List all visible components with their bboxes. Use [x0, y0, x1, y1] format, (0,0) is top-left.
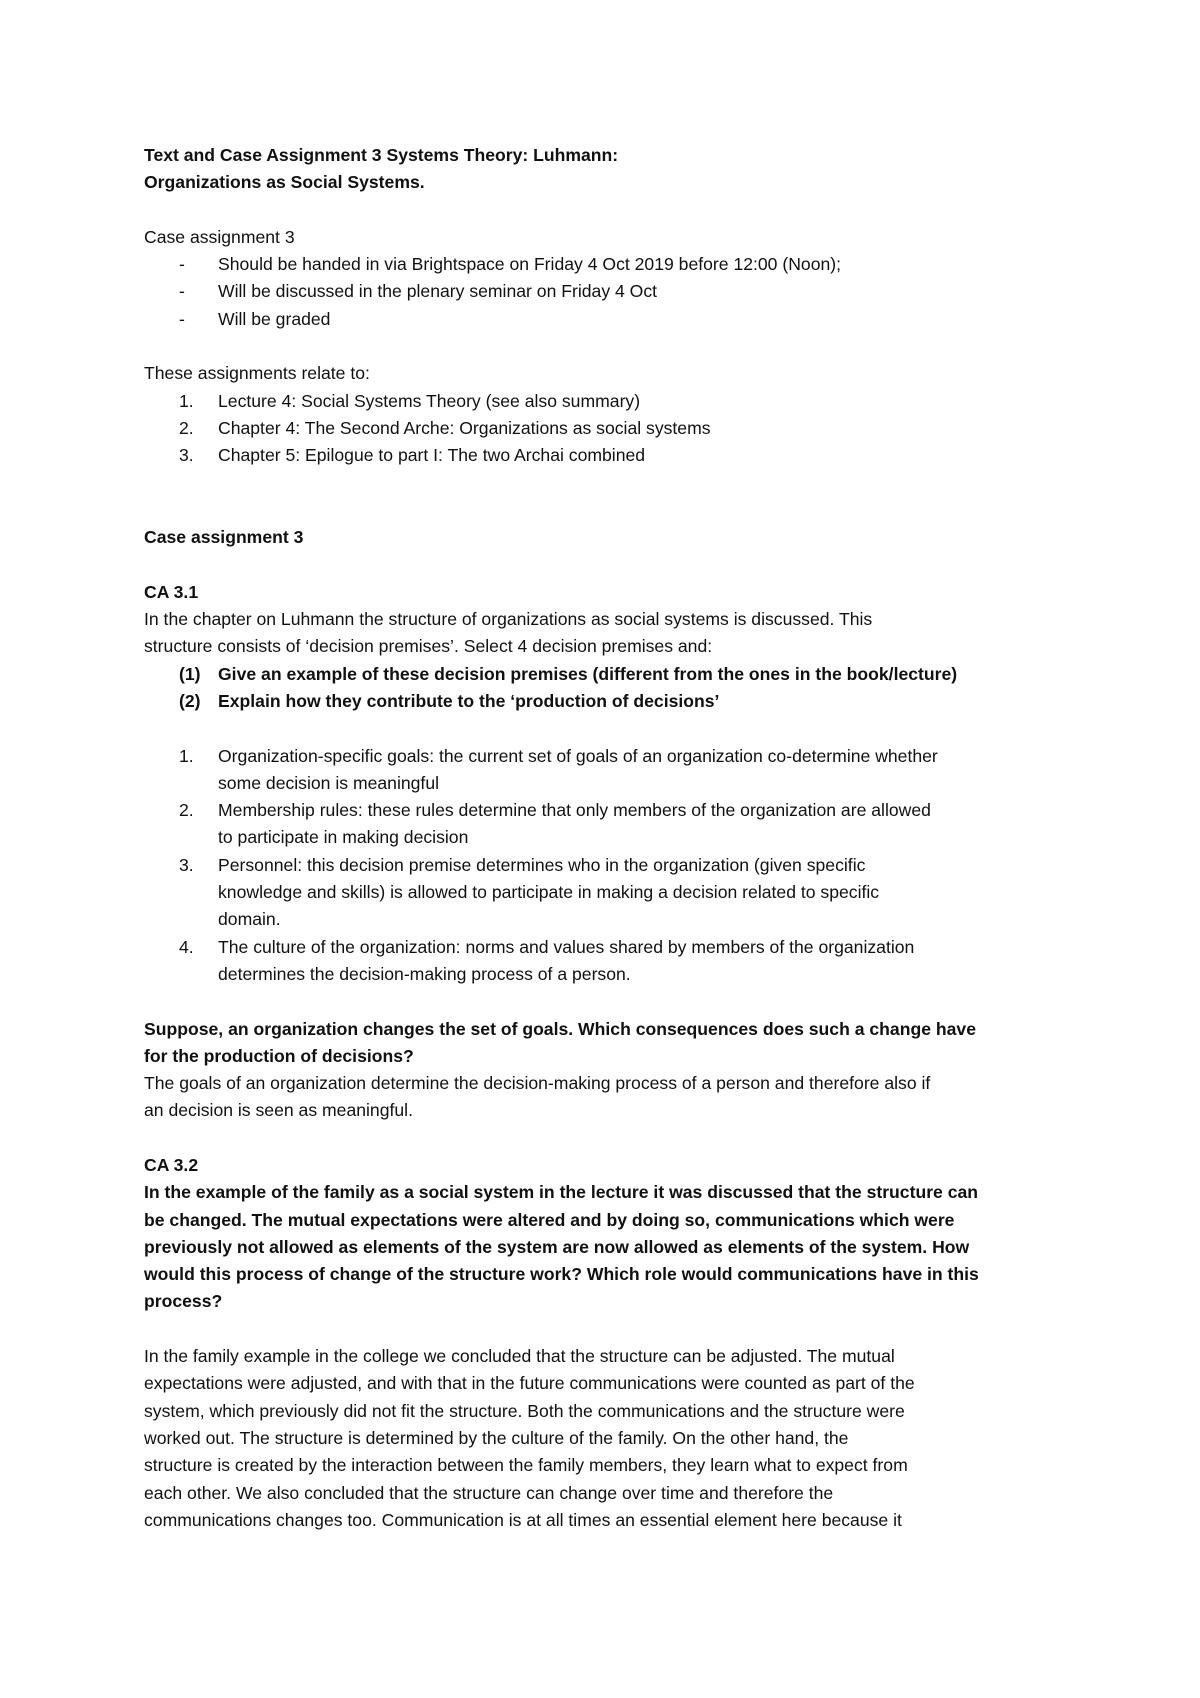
document-body — [144, 142, 1064, 1534]
list-item: - Will be graded — [144, 306, 1064, 333]
list-item: 3. Personnel: this decision premise determines who in the organization (given specific knowledge and skills) is allowed to participate in making a decision related to specific domain. — [179, 854, 880, 930]
relate-list — [144, 388, 1064, 470]
bullet-dash: - — [179, 308, 185, 329]
ca32-answer-line: communications changes too. Communication is at all times an essential element here because it — [144, 1509, 902, 1530]
list-item: 1. Lecture 4: Social Systems Theory (see also summary) — [179, 390, 641, 411]
list-item: - Should be handed in via Brightspace on Friday 4 Oct 2019 before 12:00 (Noon); — [144, 251, 1064, 278]
ca32-answer-line: system, which previously did not fit the structure. Both the communications and the structure were — [144, 1400, 905, 1421]
ca32-answer-line: each other. We also concluded that the structure can change over time and therefore the — [144, 1482, 834, 1503]
list-item: 3. Chapter 5: Epilogue to part I: The two Archai combined — [179, 445, 646, 466]
ca32-answer-line: worked out. The structure is determined by the culture of the family. On the other hand, the — [144, 1427, 849, 1448]
list-item: 4. The culture of the organization: norms and values shared by members of the organization determines the decision-making process of a person. — [179, 936, 915, 984]
document-title-line-2: Organizations as Social Systems. — [144, 172, 425, 193]
list-item: 2. Chapter 4: The Second Arche: Organizations as social systems — [179, 417, 711, 438]
list-item: (2) Explain how they contribute to the ‘production of decisions’ — [179, 690, 720, 711]
list-item: - Will be discussed in the plenary seminar on Friday 4 Oct — [144, 278, 1064, 305]
list-item: 1. Organization-specific goals: the current set of goals of an organization co-determine whether some decision is meaningful — [179, 745, 938, 793]
ca32-question-line: previously not allowed as elements of the system are now allowed as elements of the system. How — [144, 1236, 970, 1257]
ca31-intro: structure consists of ‘decision premises’. Select 4 decision premises and: — [144, 636, 713, 657]
ca31-question: Suppose, an organization changes the set of goals. Which consequences does such a change have — [144, 1018, 976, 1039]
section-title: Case assignment 3 — [144, 527, 304, 548]
ca31-answer: The goals of an organization determine the decision-making process of a person and therefore also if — [144, 1073, 931, 1094]
ca31-answer-list — [144, 743, 1064, 989]
ca32-answer-line: In the family example in the college we concluded that the structure can be adjusted. The mutual — [144, 1346, 895, 1367]
ca32-heading: CA 3.2 — [144, 1154, 199, 1175]
ca31-question: for the production of decisions? — [144, 1045, 414, 1066]
relate-intro: These assignments relate to: — [144, 363, 370, 384]
case-assignment-label: Case assignment 3 — [144, 226, 295, 247]
list-item: (1) Give an example of these decision premises (different from the ones in the book/lecture) — [179, 663, 958, 684]
ca31-answer: an decision is seen as meaningful. — [144, 1100, 413, 1121]
ca31-intro: In the chapter on Luhmann the structure of organizations as social systems is discussed. This — [144, 609, 873, 630]
ca32-answer-line: structure is created by the interaction between the family members, they learn what to expect from — [144, 1455, 908, 1476]
ca31-task-list — [144, 661, 1064, 716]
ca32-answer-line: expectations were adjusted, and with that in the future communications were counted as part of the — [144, 1373, 915, 1394]
ca32-question-line: In the example of the family as a social system in the lecture it was discussed that the structure can — [144, 1182, 979, 1203]
ca32-question-line: be changed. The mutual expectations were altered and by doing so, communications which were — [144, 1209, 955, 1230]
ca32-question-line: would this process of change of the structure work? Which role would communications have in this — [144, 1264, 979, 1285]
bullet-dash: - — [179, 281, 185, 302]
list-item: 2. Membership rules: these rules determine that only members of the organization are allowed to participate in making decision — [179, 800, 931, 848]
ca32-question-line: process? — [144, 1291, 223, 1312]
ca31-heading: CA 3.1 — [144, 581, 199, 602]
bullet-dash: - — [179, 254, 185, 275]
document-title-line-1: Text and Case Assignment 3 Systems Theory: Luhmann: — [144, 145, 619, 165]
case-bullet-list — [144, 251, 1064, 333]
